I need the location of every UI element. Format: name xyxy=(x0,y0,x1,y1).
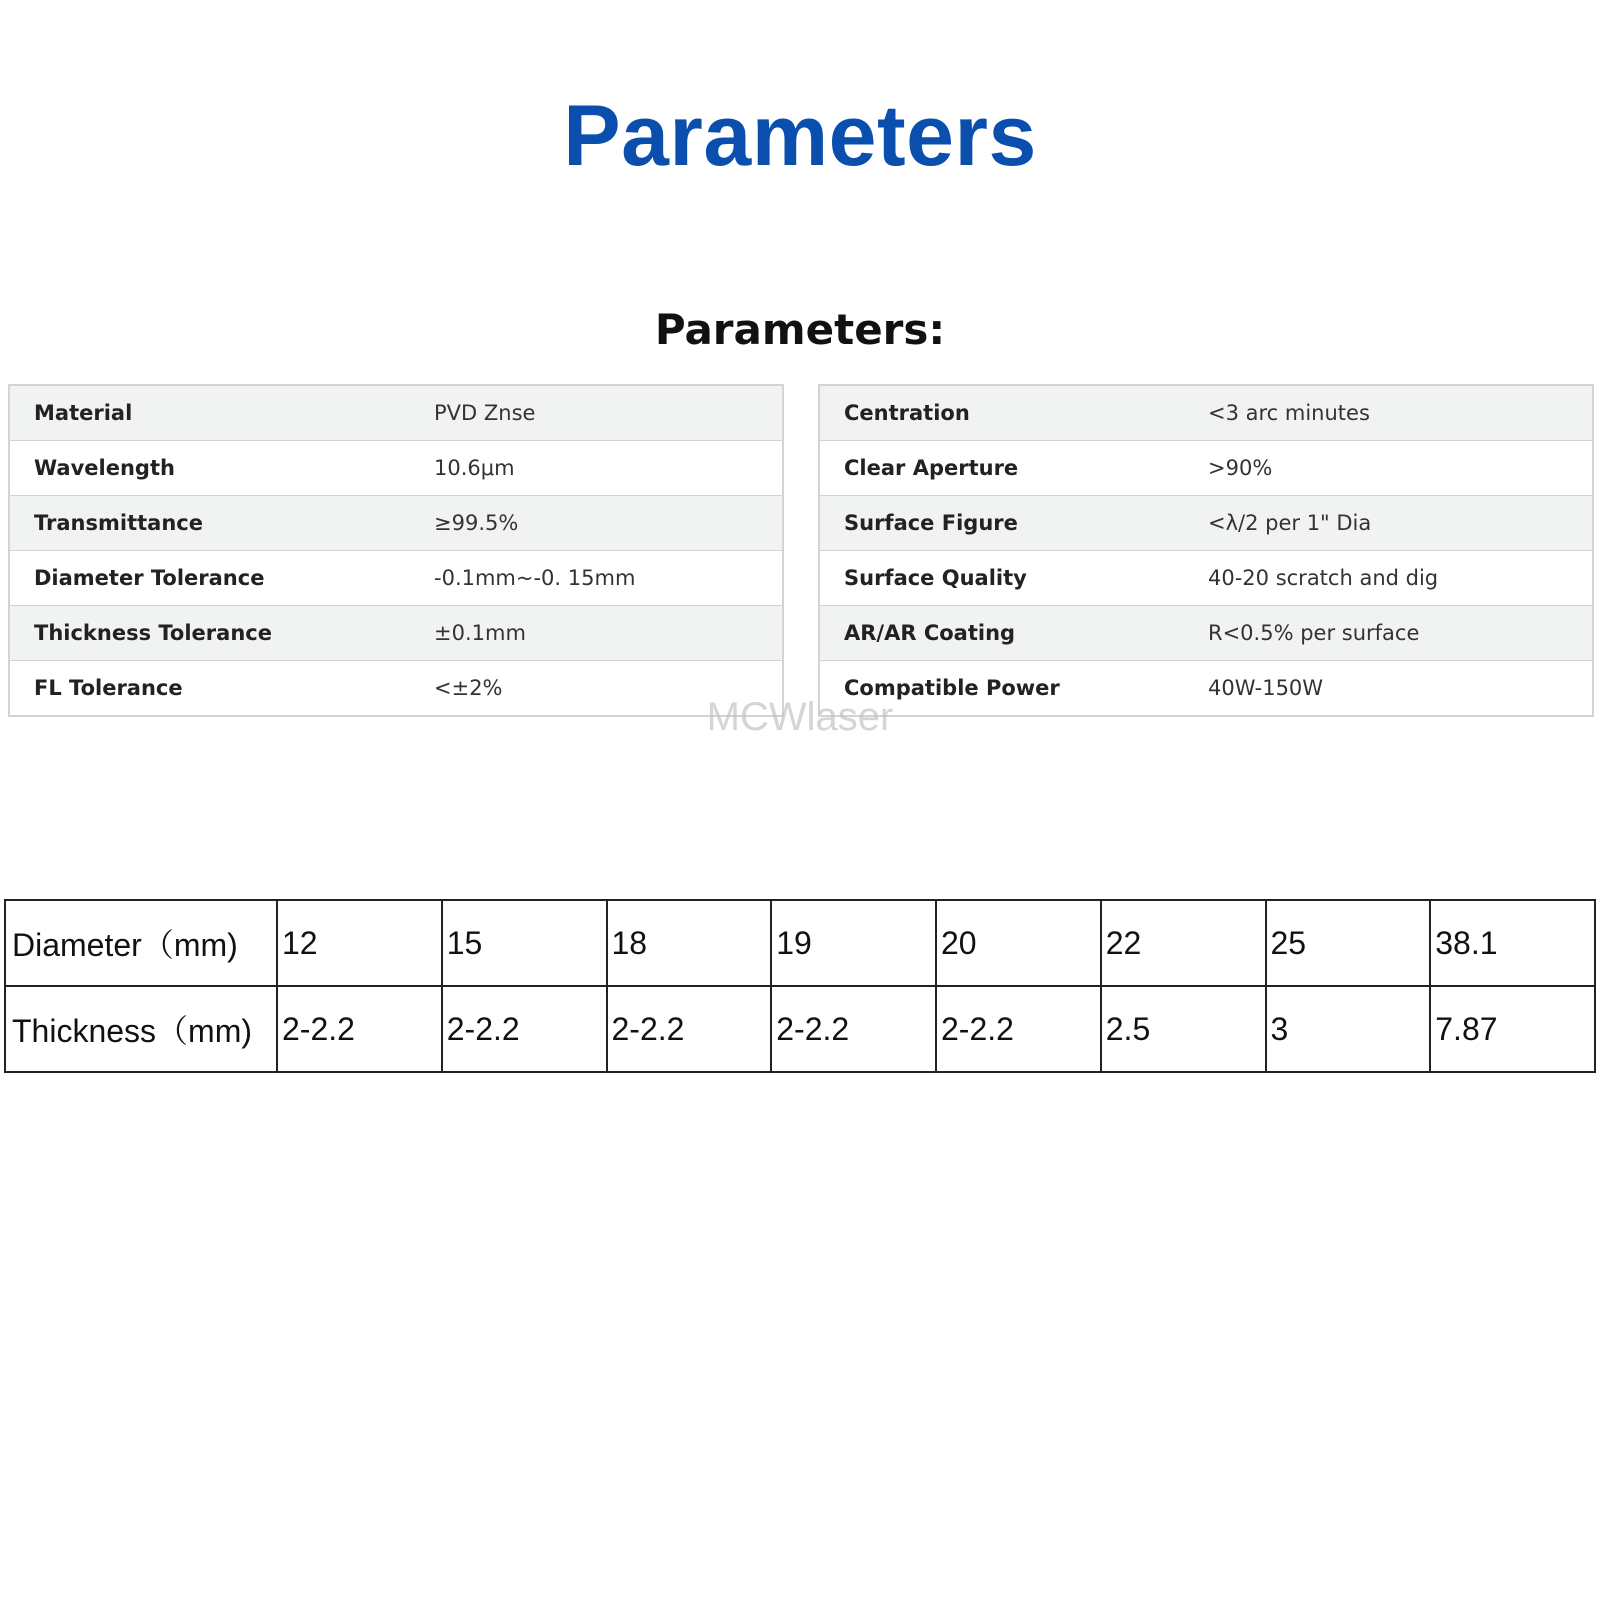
spec-row xyxy=(819,606,1593,661)
diameter-cell: 18 xyxy=(607,900,772,986)
thickness-cell: 2.5 xyxy=(1101,986,1266,1072)
size-table xyxy=(4,899,1596,1073)
spec-value: 40W-150W xyxy=(1184,661,1593,717)
spec-value: 10.6μm xyxy=(410,441,783,496)
spec-row xyxy=(819,661,1593,717)
spec-label: Centration xyxy=(819,385,1184,441)
diameter-cell: 15 xyxy=(442,900,607,986)
spec-table-left xyxy=(8,384,784,717)
diameter-cell: 25 xyxy=(1266,900,1431,986)
diameter-row xyxy=(5,900,1595,986)
spec-value: <3 arc minutes xyxy=(1184,385,1593,441)
spec-row xyxy=(819,441,1593,496)
thickness-cell: 2-2.2 xyxy=(442,986,607,1072)
thickness-cell: 7.87 xyxy=(1430,986,1595,1072)
spec-label: Surface Quality xyxy=(819,551,1184,606)
spec-value: PVD Znse xyxy=(410,385,783,441)
diameter-cell: 20 xyxy=(936,900,1101,986)
spec-label: Diameter Tolerance xyxy=(9,551,410,606)
spec-value: 40-20 scratch and dig xyxy=(1184,551,1593,606)
spec-label: Compatible Power xyxy=(819,661,1184,717)
spec-label: AR/AR Coating xyxy=(819,606,1184,661)
spec-row xyxy=(9,385,783,441)
spec-value: R<0.5% per surface xyxy=(1184,606,1593,661)
thickness-cell: 2-2.2 xyxy=(936,986,1101,1072)
spec-value: -0.1mm~-0. 15mm xyxy=(410,551,783,606)
spec-label: Transmittance xyxy=(9,496,410,551)
thickness-cell: 3 xyxy=(1266,986,1431,1072)
spec-label: Thickness Tolerance xyxy=(9,606,410,661)
spec-label: Material xyxy=(9,385,410,441)
spec-label: Wavelength xyxy=(9,441,410,496)
spec-value: ≥99.5% xyxy=(410,496,783,551)
spec-row xyxy=(9,551,783,606)
thickness-row xyxy=(5,986,1595,1072)
spec-table-right xyxy=(818,384,1594,717)
spec-value: ±0.1mm xyxy=(410,606,783,661)
spec-value: <λ/2 per 1" Dia xyxy=(1184,496,1593,551)
thickness-cell: 2-2.2 xyxy=(607,986,772,1072)
thickness-cell: 2-2.2 xyxy=(277,986,442,1072)
spec-row xyxy=(9,441,783,496)
spec-label: FL Tolerance xyxy=(9,661,410,717)
diameter-cell: 38.1 xyxy=(1430,900,1595,986)
thickness-label: Thickness（mm) xyxy=(5,986,277,1072)
diameter-label: Diameter（mm) xyxy=(5,900,277,986)
spec-row xyxy=(9,661,783,717)
section-title: Parameters: xyxy=(654,305,946,354)
diameter-cell: 19 xyxy=(771,900,936,986)
spec-row xyxy=(9,496,783,551)
diameter-cell: 22 xyxy=(1101,900,1266,986)
watermark: MCWlaser xyxy=(706,695,894,739)
spec-row xyxy=(9,606,783,661)
diameter-cell: 12 xyxy=(277,900,442,986)
spec-row xyxy=(819,496,1593,551)
spec-value: >90% xyxy=(1184,441,1593,496)
spec-row xyxy=(819,385,1593,441)
spec-value: <±2% xyxy=(410,661,783,717)
spec-row xyxy=(819,551,1593,606)
page-title: Parameters xyxy=(563,88,1037,184)
spec-label: Surface Figure xyxy=(819,496,1184,551)
thickness-cell: 2-2.2 xyxy=(771,986,936,1072)
spec-label: Clear Aperture xyxy=(819,441,1184,496)
